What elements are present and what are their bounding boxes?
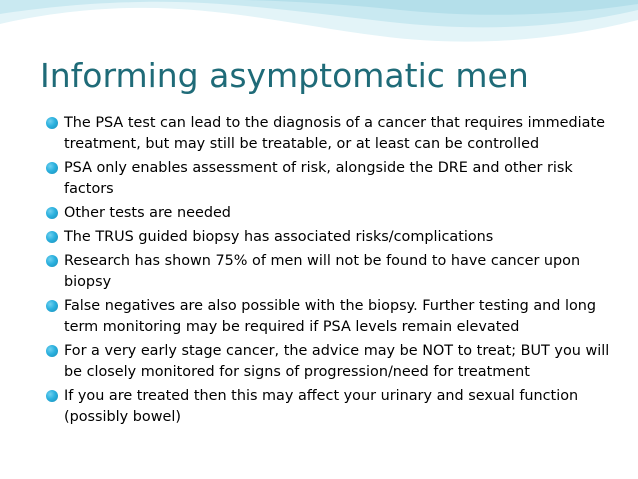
- bullet-text: The PSA test can lead to the diagnosis of a cancer that requires immediate treatment, but may still be treatable, or at least can be controlled: [64, 115, 605, 152]
- header-wave-decoration: [0, 0, 638, 56]
- bullet-icon: [46, 231, 58, 243]
- bullet-text: False negatives are also possible with the biopsy. Further testing and long term monitoring may be required if PSA levels remain elevated: [64, 298, 597, 335]
- bullet-text: The TRUS guided biopsy has associated risks/complications: [64, 229, 494, 245]
- bullet-text: PSA only enables assessment of risk, alongside the DRE and other risk factors: [64, 160, 573, 197]
- bullet-icon: [46, 345, 58, 357]
- bullet-icon: [46, 255, 58, 267]
- bullet-text: Research has shown 75% of men will not be found to have cancer upon biopsy: [64, 253, 581, 290]
- bullet-item: [46, 158, 616, 200]
- bullet-item: [46, 341, 616, 383]
- bullet-item: [46, 296, 616, 338]
- bullet-item: [46, 203, 616, 224]
- bullet-icon: [46, 300, 58, 312]
- bullet-icon: [46, 162, 58, 174]
- bullet-item: [46, 227, 616, 248]
- bullet-list: [46, 113, 616, 431]
- bullet-icon: [46, 117, 58, 129]
- bullet-icon: [46, 207, 58, 219]
- bullet-item: [46, 251, 616, 293]
- slide-title: Informing asymptomatic men: [40, 56, 529, 95]
- bullet-text: If you are treated then this may affect your urinary and sexual function (possibly bowel): [64, 388, 579, 425]
- bullet-item: [46, 386, 616, 428]
- bullet-text: For a very early stage cancer, the advice may be NOT to treat; BUT you will be closely monitored for signs of progression/need for treatment: [64, 343, 610, 380]
- bullet-icon: [46, 390, 58, 402]
- bullet-item: [46, 113, 616, 155]
- bullet-text: Other tests are needed: [64, 205, 231, 221]
